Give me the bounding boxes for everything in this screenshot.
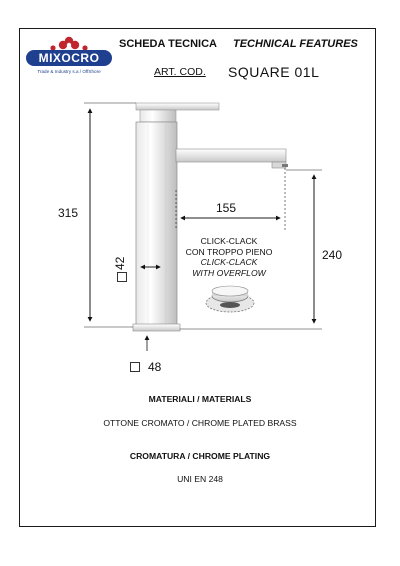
click-clack-waste-icon: [206, 286, 254, 312]
checkbox-body-width[interactable]: [117, 272, 127, 282]
label-base-width: 48: [148, 360, 162, 374]
logo-name: MIXOCRO: [26, 50, 112, 66]
label-spout-reach: 155: [216, 201, 237, 215]
plating-value: UNI EN 248: [177, 474, 223, 484]
faucet-body: [133, 122, 180, 331]
materials-heading: MATERIALI / MATERIALS: [148, 394, 252, 404]
label-height-total: 315: [58, 206, 79, 220]
checkbox-base-width[interactable]: [130, 362, 140, 372]
dimension-spout-reach: [176, 168, 285, 230]
waste-note-line3: CLICK-CLACK: [200, 257, 258, 267]
title-english: TECHNICAL FEATURES: [233, 38, 358, 50]
article-code-label: ART. COD.: [154, 66, 206, 78]
waste-note-line2: CON TROPPO PIENO: [185, 246, 273, 257]
waste-note: [170, 236, 288, 278]
logo-tagline: Trade & Industry s.a / OffShore: [37, 69, 101, 74]
label-spout-height: 240: [322, 248, 343, 262]
waste-note-line4: WITH OVERFLOW: [192, 267, 266, 278]
dimension-height-total: [84, 103, 136, 327]
waste-note-line1: CLICK-CLACK: [200, 236, 258, 246]
lever-handle: [136, 103, 219, 122]
label-body-width: [113, 237, 127, 270]
title-italian: SCHEDA TECNICA: [119, 38, 217, 50]
label-body-width-text: 42: [113, 256, 127, 270]
materials-value: OTTONE CROMATO / CHROME PLATED BRASS: [103, 418, 297, 428]
plating-heading: CROMATURA / CHROME PLATING: [129, 451, 271, 461]
faucet-spout: [176, 149, 288, 168]
model-name: SQUARE 01L: [228, 64, 320, 80]
